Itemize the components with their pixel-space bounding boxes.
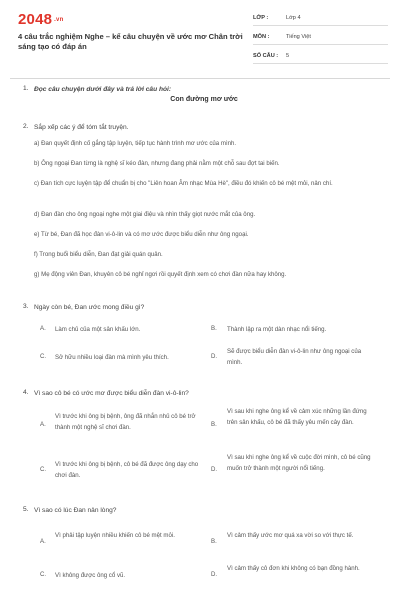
option-letter[interactable]: B. — [211, 538, 217, 545]
option-text[interactable]: Vì cảm thấy cô đơn khi không có bạn đồng hành. — [227, 565, 360, 572]
option-letter[interactable]: D. — [211, 353, 218, 360]
option-letter[interactable]: D. — [211, 466, 218, 473]
option-letter[interactable]: C. — [40, 466, 47, 473]
meta-table — [253, 11, 388, 68]
meta-row-subject — [253, 30, 388, 45]
question-number: 1. — [23, 85, 29, 92]
header-divider — [10, 78, 390, 79]
option-letter[interactable]: B. — [211, 421, 217, 428]
option-text[interactable]: Vì sau khi nghe ông kể về cuộc đời mình, cô bé cũng muốn trở thành một người nổi tiếng. — [227, 454, 371, 472]
question-number: 2. — [23, 123, 29, 130]
option-letter[interactable]: A. — [40, 421, 46, 428]
question-text — [34, 85, 374, 103]
option-letter[interactable]: A. — [40, 325, 46, 332]
option-letter[interactable]: A. — [40, 538, 46, 545]
question-text: Ngày còn bé, Đan ước mong điều gì? — [34, 304, 145, 311]
meta-value: Tiếng Việt — [286, 34, 311, 40]
option-text[interactable]: Sở hữu nhiều loại đàn mà mình yêu thích. — [55, 354, 169, 361]
option-text[interactable]: Làm chủ của một sân khấu lớn. — [55, 326, 141, 333]
meta-row-count — [253, 49, 388, 64]
option-letter[interactable]: D. — [211, 571, 218, 578]
meta-key: LỚP : — [253, 15, 269, 21]
document-title: 4 câu trắc nghiệm Nghe – kể câu chuyện về ước mơ Chân trời sáng tạo có đáp án — [18, 32, 243, 51]
meta-key: SỐ CÂU : — [253, 53, 279, 59]
option-letter[interactable]: B. — [211, 325, 217, 332]
meta-row-class — [253, 11, 388, 26]
option-text[interactable]: Vì phải tập luyện nhiều khiến cô bé mệt mỏi. — [55, 532, 175, 539]
list-item: a) Đan quyết định cố gắng tập luyện, tiếp tục hành trình mơ ước của mình. — [34, 140, 237, 147]
list-item: f) Trong buổi biểu diễn, Đan đạt giải quán quân. — [34, 251, 163, 258]
option-letter[interactable]: C. — [40, 571, 47, 578]
option-text[interactable]: Vì trước khi ông bị bệnh, ông đã nhắn nhủ cô bé trở thành một nghệ sĩ chơi đàn. — [55, 413, 196, 431]
meta-value: Lớp 4 — [286, 15, 301, 21]
question-text: Vì sao cô bé có ước mơ được biểu diễn đàn vi-ô-lin? — [34, 390, 189, 397]
list-item: g) Mẹ động viên Đan, khuyên cô bé nghỉ ngơi rồi quyết định xem có chơi đàn nữa hay không. — [34, 271, 287, 278]
question-number: 3. — [23, 303, 29, 310]
page-header — [0, 0, 400, 70]
list-item: d) Đan đàn cho ông ngoại nghe một giai điệu và nhìn thấy giọt nước mắt của ông. — [34, 211, 256, 218]
list-item: e) Từ bé, Đan đã học đàn vi-ô-lin và có mơ ước được biểu diễn như ông ngoại. — [34, 231, 249, 238]
question-text: Vì sao có lúc Đan nản lòng? — [34, 507, 117, 514]
option-text[interactable]: Vì sau khi nghe ông kể về cảm xúc những lần đứng trên sân khấu, cô bé đã thấy yêu mến cây đàn. — [227, 408, 367, 426]
logo-text: 2048 — [18, 11, 53, 28]
meta-key: MÔN : — [253, 34, 270, 40]
list-item: c) Đan tích cực luyện tập để chuẩn bị cho "Liên hoan Âm nhạc Mùa Hè", điều đó khiến cô bé mệt mỏi, nản chí. — [34, 180, 333, 187]
question-number: 4. — [23, 389, 29, 396]
story-title: Con đường mơ ước — [170, 96, 238, 103]
option-letter[interactable]: C. — [40, 353, 47, 360]
option-text[interactable]: Vì cảm thấy ước mơ quá xa vời so với thực tế. — [227, 532, 354, 539]
option-text[interactable]: Thành lập ra một dàn nhạc nổi tiếng. — [227, 326, 327, 333]
site-logo[interactable] — [18, 11, 63, 28]
option-text[interactable]: Vì trước khi ông bị bệnh, cô bé đã được ông dạy cho chơi đàn. — [55, 461, 199, 479]
meta-value: 5 — [286, 53, 290, 59]
question-title: Đọc câu chuyện dưới đây và trả lời câu hỏi: — [34, 86, 172, 93]
question-text: Sắp xếp các ý để tóm tắt truyện. — [34, 124, 129, 131]
list-item: b) Ông ngoại Đan từng là nghệ sĩ kéo đàn, nhưng đang phải nằm một chỗ sau đợt tai biến. — [34, 160, 280, 167]
option-text[interactable]: Sẽ được biểu diễn đàn vi-ô-lin như ông ngoại của mình. — [227, 348, 362, 366]
question-number: 5. — [23, 506, 29, 513]
option-text[interactable]: Vì không được ông cổ vũ. — [55, 572, 126, 579]
logo-suffix: .vn — [54, 17, 64, 24]
